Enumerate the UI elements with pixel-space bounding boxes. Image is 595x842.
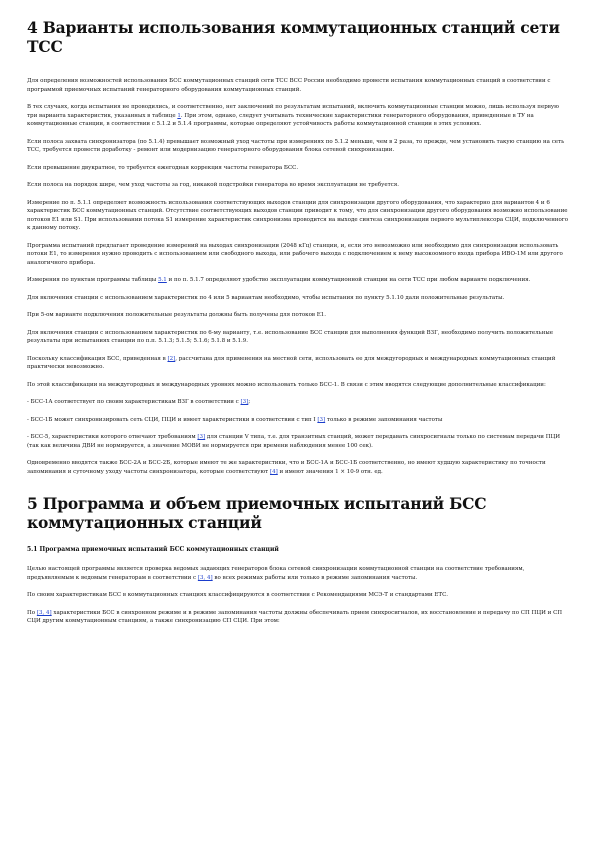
paragraph-text: Одновременно вводятся также БСС-2А и БСС-2Б, которые имеют те же характеристики, что и БСС-1А и БСС-1Б соответственно, но имеют худшую характеристику по точности запоминания и суточному уходу частоты синхронизатора, которые соответствуют: [27, 460, 546, 475]
paragraph-text: - БСС-5, характеристики которого отвечают требованиям: [27, 434, 198, 440]
paragraph-text: только в режиме запоминания частоты: [325, 416, 443, 423]
paragraph-text: , рассчитана для применения на местной сети, использовать ее для междугородных и международных коммутационных станций практически невозможно.: [27, 355, 556, 370]
paragraph-text: Измерение по п. 5.1.1 определяет возможность использования соответствующих выходов станции для синхронизации другого оборудования, что характерно для вариантов 4 и 6 характеристик БСС коммутационных станций. Отсутствие соответствующих выходов станции приводит к тому, что для синхронизации другого оборудования возможно использование потоков Е1 или S1. При использовании потока S1 измерение характеристик синхронизма проводится на выходе синтеза синхронизации первого мультиплексора СЦИ, подключенного к данному потоку.: [27, 199, 569, 231]
body-paragraph: [27, 181, 570, 190]
paragraph-text: Если полоса на порядок шире, чем уход частоты за год, никакой подстройки генератора во время эксплуатации не требуется.: [27, 182, 399, 188]
body-paragraph: [27, 433, 570, 450]
reference-link[interactable]: [2]: [167, 355, 176, 362]
paragraph-text: По: [27, 609, 37, 616]
paragraph-text: Если полоса захвата синхронизатора (по 5.1.4) превышает возможный уход частоты при измерениях по 5.1.2 меньше, чем в 2 раза, то прежде, чем установить такую станцию на сеть ТСС, требуется провести доработку - ремонт или модернизацию генераторного оборудования блока сетевой синхронизации.: [27, 138, 565, 153]
reference-link[interactable]: [3]: [197, 434, 206, 440]
reference-link[interactable]: 1: [177, 112, 181, 119]
paragraph-text: - БСС-1А соответствует по своим характеристикам ВЗГ в соответствии с: [27, 399, 241, 405]
body-paragraph: [27, 164, 570, 173]
body-paragraph: [27, 355, 570, 372]
paragraph-text: ;: [248, 399, 251, 405]
paragraph-text: . При этом, однако, следует учитывать технические характеристики генераторного оборудования, приведенные в ТУ на коммутационные станции, в соответствии с 5.1.2 и 5.1.4 программы, которые определяют устойчивость работы коммутационной станции в этих условиях.: [27, 112, 534, 127]
paragraph-text: Для определения возможностей использования БСС коммутационных станций сети ТСС ВСС России необходимо провести испытания коммутационных станций в соответствии с программой приемочных испытаний генераторного оборудования коммутационных станций.: [27, 78, 551, 93]
body-paragraph: [27, 276, 570, 285]
body-paragraph: [27, 311, 570, 320]
body-paragraph: [27, 199, 570, 233]
paragraph-text: При 5-ом варианте подключения положительные результаты должны быть получены для потоков Е1.: [27, 312, 327, 318]
section-5-body: [27, 565, 570, 626]
paragraph-text: Поскольку классификация БСС, приведенная в: [27, 355, 168, 362]
reference-link[interactable]: [3, 4]: [197, 574, 213, 581]
body-paragraph: [27, 591, 570, 600]
section-5-heading: 5 Программа и объем приемочных испытаний БСС коммутационных станций: [27, 494, 487, 532]
paragraph-text: Целью настоящей программы является проверка ведомых задающих генераторов блока сетевой синхронизации коммутационной станции на соответствие требованиям, предъявляемым к ведомым генераторам в соответствии с: [27, 566, 525, 581]
paragraph-text: и имеют значения 1 × 10-9 отн. ед.: [277, 468, 383, 475]
body-paragraph: [27, 103, 570, 129]
reference-link[interactable]: [3]: [317, 416, 326, 423]
section-4-heading: 4 Варианты использования коммутационных станций сети ТСС: [27, 18, 560, 56]
reference-link[interactable]: [3, 4]: [36, 609, 52, 616]
paragraph-text: Программа испытаний предлагает проведение измерений на выходах синхронизации (2048 кГц) станции, и, если это невозможно или необходимо для синхронизации использовать потоки Е1, то измерения нужно проводить с использованием или свободного выхода, или рабочего выхода с подключением к нему высокоомного входа прибора ИВО-1М или другого аналогичного прибора.: [27, 242, 563, 266]
reference-link[interactable]: [4]: [269, 468, 278, 475]
paragraph-text: для станции V типа, т.е. для транзитных станций, может передавать синхросигналы только по системам передачи ПЦИ (так как величина ДВИ не нормируется, а значение МОВИ не нормируется при времени наблюдения менее 100 сек).: [27, 434, 561, 449]
paragraph-text: во всех режимах работы или только в режиме запоминания частоты.: [212, 574, 418, 581]
body-paragraph: [27, 242, 570, 268]
body-paragraph: [27, 416, 570, 425]
paragraph-text: По своим характеристикам БСС в коммутационных станциях классифицируются в соответствии с Рекомендациями МСЭ-Т и стандартами ЕТС.: [27, 592, 449, 598]
paragraph-text: характеристики БСС в синхронном режиме и в режиме запоминания частоты должны обеспечивать прием синхросигналов, их восстановление и передачу по СП ПЦИ и СП СЦИ другим коммутационным станциям, а также синхронизацию СП СЦИ. При этом:: [27, 609, 563, 624]
body-paragraph: [27, 398, 570, 407]
document-page: [27, 18, 570, 635]
body-paragraph: [27, 77, 570, 94]
paragraph-text: Для включения станции с использованием характеристик по 4 или 5 вариантам необходимо, чтобы испытания по пункту 5.1.10 дали положительные результаты.: [27, 294, 505, 301]
body-paragraph: [27, 138, 570, 155]
reference-link[interactable]: [3]: [240, 399, 249, 405]
body-paragraph: [27, 329, 570, 346]
paragraph-text: Если превышение двукратное, то требуется ежегодная коррекция частоты генератора БСС.: [27, 164, 299, 171]
body-paragraph: [27, 294, 570, 303]
section-5-1-subheading: 5.1 Программа приемочных испытаний БСС коммутационных станций: [27, 546, 279, 553]
body-paragraph: [27, 609, 570, 626]
paragraph-text: В тех случаях, когда испытания не проводились, и соответственно, нет заключений по результатам испытаний, включить коммутационные станции можно, лишь используя первую три варианта характеристик, указанных в таблице: [27, 104, 559, 119]
paragraph-text: По этой классификации на междугородных и международных уровнях можно использовать только БСС-1. В связи с этим вводятся следующие дополнительные классификации:: [27, 381, 546, 388]
paragraph-text: - БСС-1Б может синхронизировать сеть СЦИ, ПЦИ и имеет характеристики в соответствии с тип I: [27, 416, 318, 423]
body-paragraph: [27, 459, 570, 476]
paragraph-text: Измерения по пунктам программы таблицы: [27, 277, 159, 283]
section-4-body: [27, 77, 570, 476]
reference-link[interactable]: 5.1: [158, 277, 167, 283]
body-paragraph: [27, 565, 570, 582]
paragraph-text: и по п. 5.1.7 определяют удобство эксплуатации коммутационной станции на сети ТСС при любом варианте подключения.: [166, 277, 531, 283]
paragraph-text: Для включения станции с использованием характеристик по 6-му варианту, т.е. использование БСС станции для выполнения функций ВЗГ, необходимо получить положительные результаты при испытаниях станции по п.п. 5.1.3; 5.1.5; 5.1.6; 5.1.8 и 5.1.9.: [27, 329, 553, 344]
body-paragraph: [27, 381, 570, 390]
